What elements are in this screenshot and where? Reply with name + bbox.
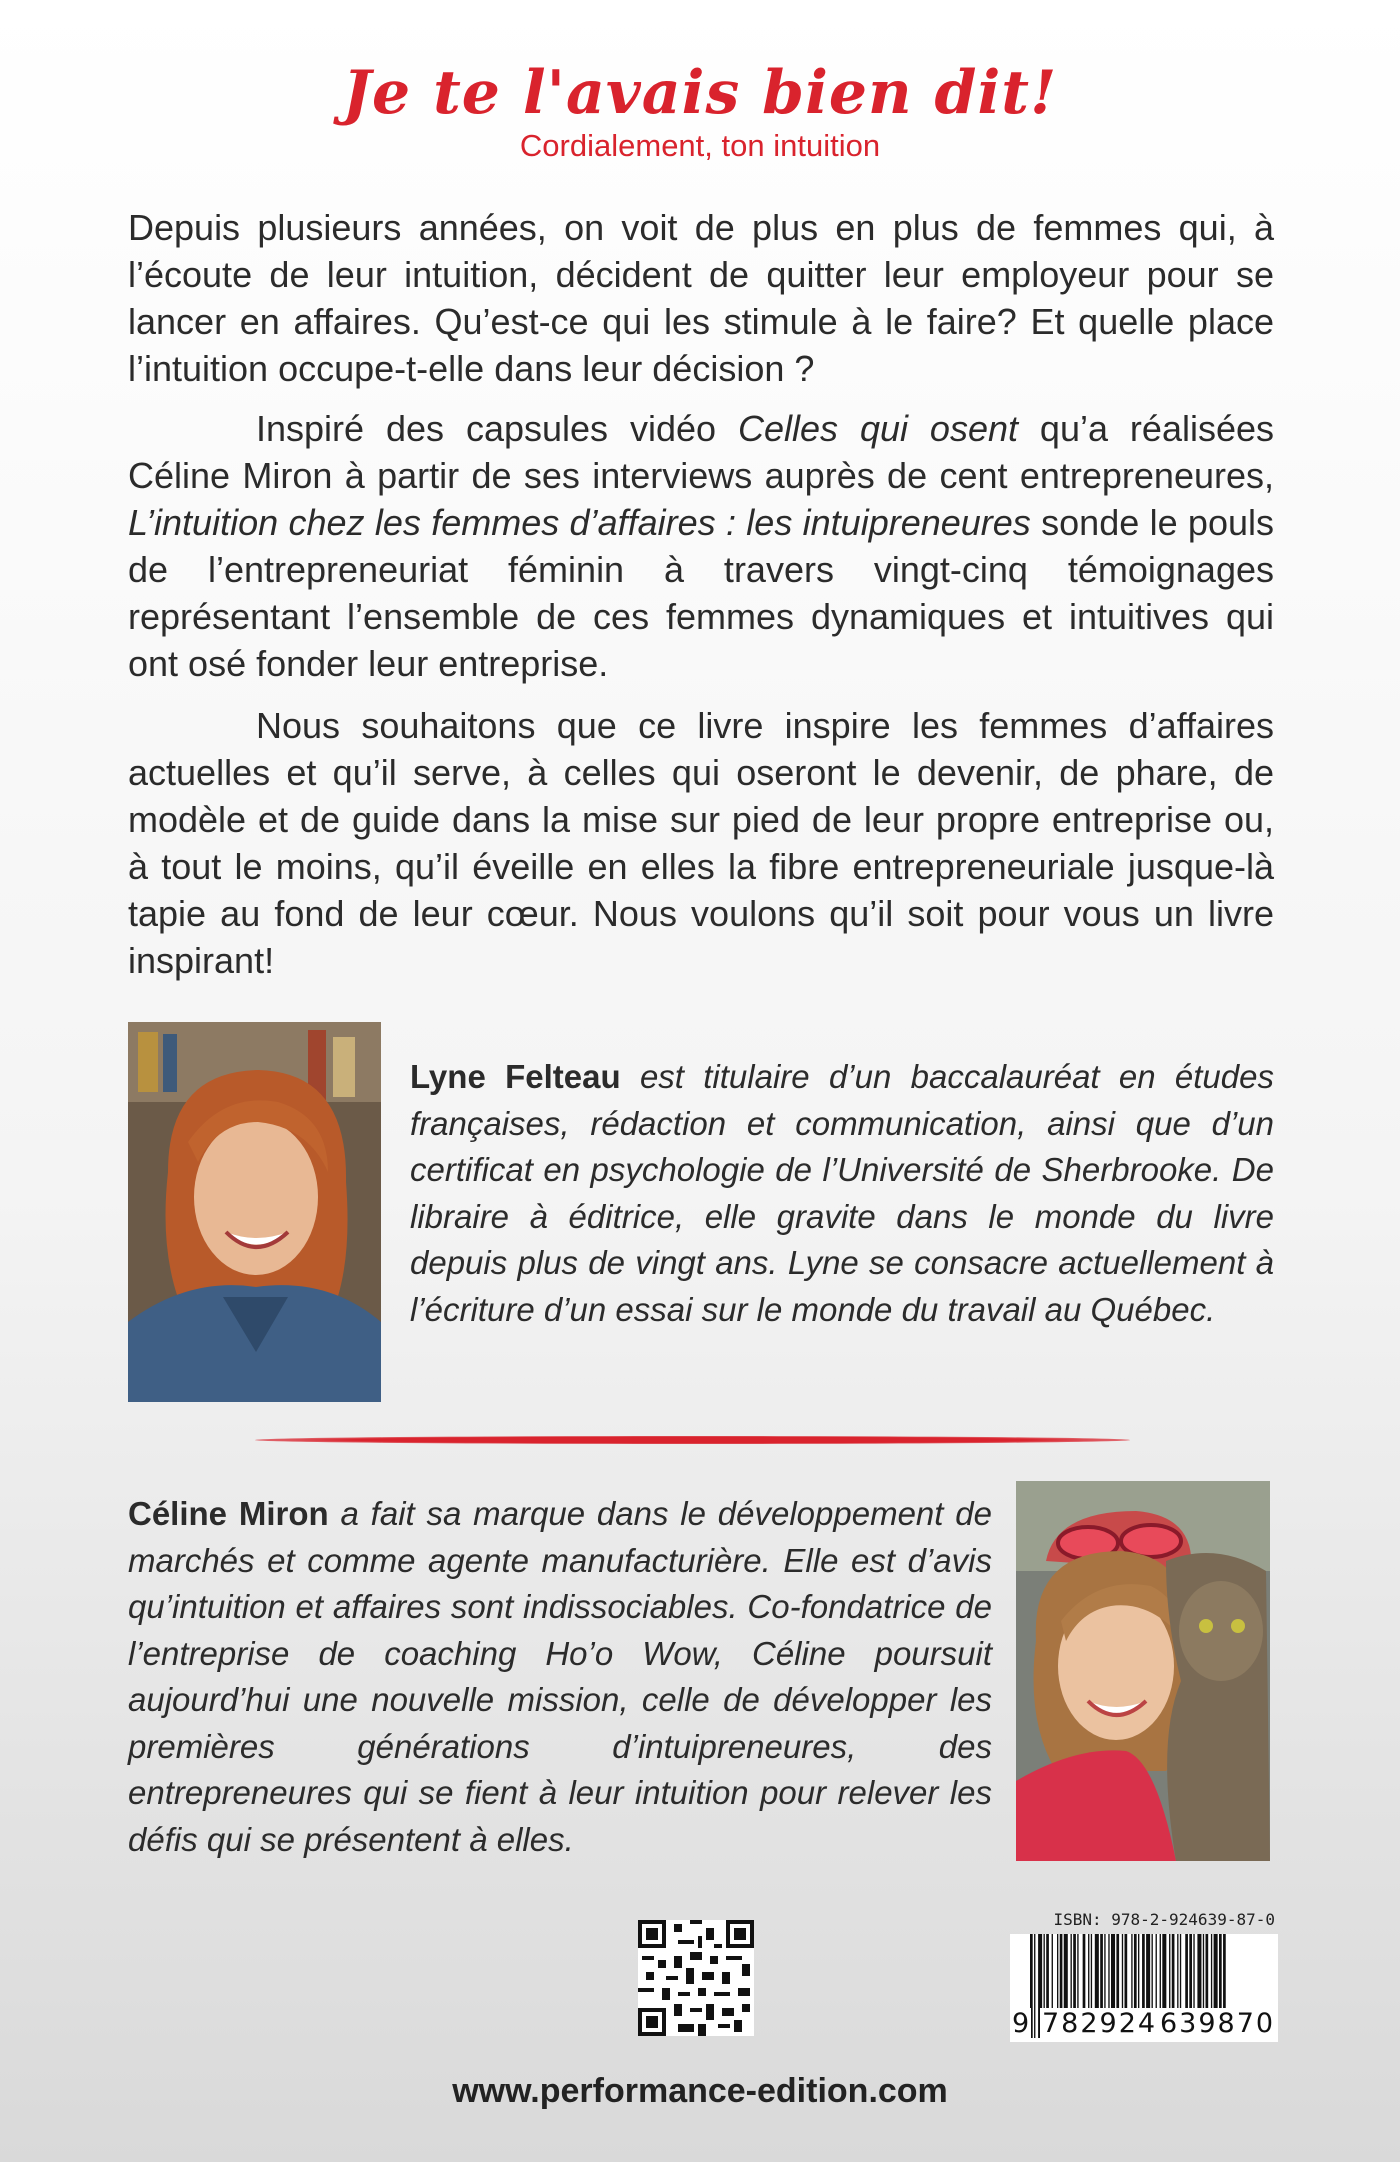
wish-paragraph: Nous souhaitons que ce livre inspire les femmes d’affaires actuelles et qu’il serve, à celles qui oseront le devenir, de phare, de modèle et de guide dans la mise sur pied de leur propre entreprise ou, à tout le moins, qu’il éveille en elles la fibre entrepreneuriale jusque-là tapie au fond de leur cœur. Nous voulons qu’il soit pour vous un livre inspirant! [128, 705, 1274, 981]
barcode-left-digits: 782924 [1042, 2008, 1158, 2039]
author-photo-celine-miron [1016, 1481, 1270, 1861]
barcode-right-digits: 639870 [1160, 2008, 1276, 2039]
qr-code [638, 1920, 754, 2036]
author-bio-lyne-felteau [410, 1054, 1274, 1333]
author-photo-lyne-felteau [128, 1022, 381, 1402]
description-paragraph [128, 405, 1274, 687]
red-divider [255, 1436, 1130, 1444]
video-series-title: Celles qui osent [737, 408, 1018, 449]
publisher-website[interactable]: www.performance-edition.com [452, 2072, 948, 2110]
isbn-label: ISBN: 978-2-924639-87-0 [1053, 1910, 1275, 1929]
book-title: L’intuition chez les femmes d’affaires : les intuipreneures [128, 502, 1031, 543]
intro-paragraph: Depuis plusieurs années, on voit de plus en plus de femmes qui, à l’écoute de leur intuition, décident de quitter leur employeur pour se lancer en affaires. Qu’est-ce qui les stimule à le faire? Et quelle place l’intuition occupe-t-elle dans leur décision ? [128, 207, 1274, 389]
author-name: Céline Miron [128, 1495, 329, 1532]
description-text-c: qu’a réalisées Céline Miron à partir de ses interviews auprès de cent entrepreneures, [128, 408, 1274, 496]
author-bio-text: est titulaire d’un baccalauréat en études françaises, rédaction et communication, ainsi que d’un certificat en psychologie de l’Université de Sherbrooke. De libraire à éditrice, elle gravite dans le monde du livre depuis plus de vingt ans. Lyne se consacre actuellement à l’écriture d’un essai sur le monde du travail au Québec. [410, 1058, 1274, 1328]
author-bio-celine-miron [128, 1491, 992, 1863]
description-text-a: Inspiré des capsules vidéo [256, 408, 738, 449]
barcode-first-digit: 9 [1012, 2008, 1030, 2039]
author-bio-text: a fait sa marque dans le développement de marchés et comme agente manufacturière. Elle est d’avis qu’intuition et affaires sont indissociables. Co-fondatrice de l’entreprise de coaching Ho’o Wow, Céline poursuit aujourd’hui une nouvelle mission, celle de développer les premières générations d’intuipreneures, des entrepreneures qui se fient à leur intuition pour relever les défis qui se présentent à elles. [128, 1495, 992, 1858]
author-name: Lyne Felteau [410, 1058, 621, 1095]
tagline-title: Je te l'avais bien dit! [342, 58, 1058, 128]
description-text-e: sonde le pouls de l’entrepreneuriat féminin à travers vingt-cinq témoignages représentant l’ensemble de ces femmes dynamiques et intuitives qui ont osé fonder leur entreprise. [128, 502, 1274, 684]
tagline-subtitle: Cordialement, ton intuition [519, 128, 881, 163]
barcode-numbers [1010, 2004, 1278, 2042]
